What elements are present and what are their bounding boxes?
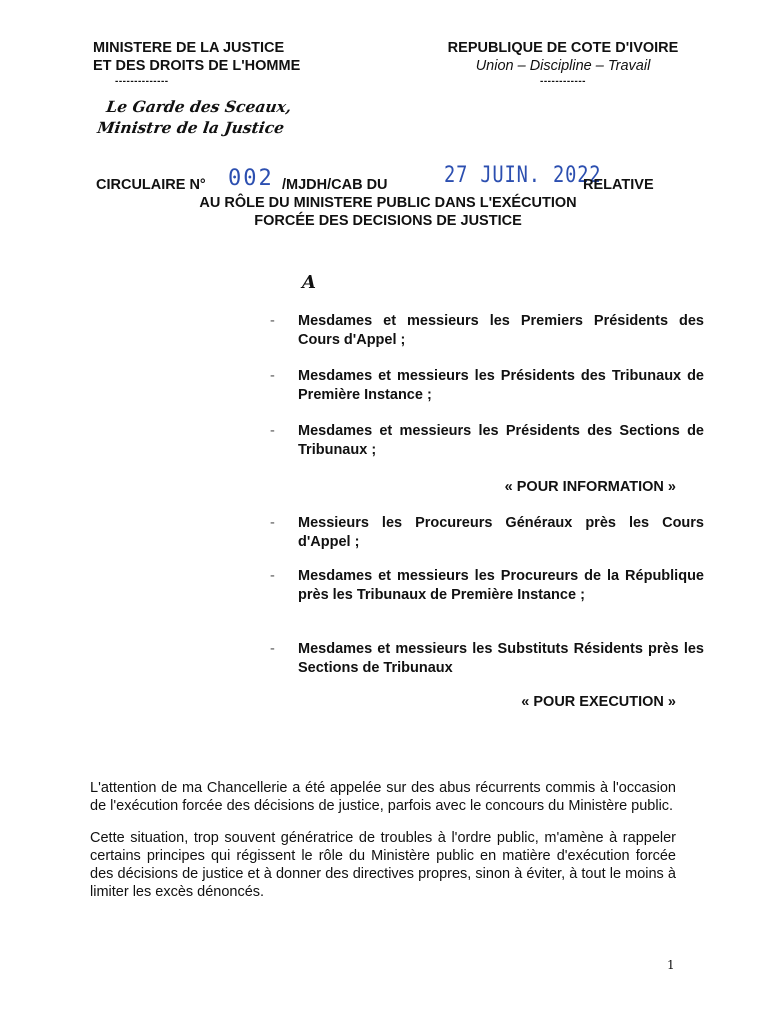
circular-subject-line1: AU RÔLE DU MINISTERE PUBLIC DANS L'EXÉCUTION — [199, 195, 577, 211]
recipient-text: Mesdames et messieurs les Procureurs de la République près les Tribunaux de Première Instance ; — [298, 568, 704, 603]
for-execution-label: « POUR EXECUTION » — [521, 694, 676, 710]
addressee-marker: A — [302, 272, 316, 293]
recipient-text: Mesdames et messieurs les Premiers Présidents des Cours d'Appel ; — [298, 313, 704, 348]
circular-date-stamp: 27 JUIN. 2022 — [444, 163, 602, 188]
list-item — [270, 567, 704, 605]
list-bullet: - — [270, 641, 275, 657]
republic-header — [418, 39, 708, 89]
list-item — [270, 514, 704, 552]
circular-number-stamp: 002 — [228, 166, 274, 191]
list-item — [270, 367, 704, 405]
circular-title — [96, 163, 676, 230]
recipient-text: Messieurs les Procureurs Généraux près les Cours d'Appel ; — [298, 515, 704, 550]
page-number: 1 — [667, 958, 675, 972]
recipient-text: Mesdames et messieurs les Présidents des Sections de Tribunaux ; — [298, 423, 704, 458]
list-bullet: - — [270, 368, 275, 384]
for-information-label: « POUR INFORMATION » — [504, 479, 676, 495]
ministry-separator: -------------- — [115, 76, 169, 87]
body-text — [90, 779, 676, 901]
list-bullet: - — [270, 313, 275, 329]
body-paragraph-2: Cette situation, trop souvent génératrice de troubles à l'ordre public, m'amène à rappeler certains principes qui régissent le rôle du Ministère public en matière d'exécution forcée des décisions de justice et à donner des directives propres, sinon à éviter, à tout le moins à limiter les excès dénoncés. — [90, 830, 676, 900]
list-bullet: - — [270, 423, 275, 439]
recipient-text: Mesdames et messieurs les Substituts Résidents près les Sections de Tribunaux — [298, 641, 704, 676]
signatory-title — [96, 96, 318, 138]
list-item — [270, 640, 704, 678]
list-item — [270, 312, 704, 350]
circular-relative: RELATIVE — [583, 177, 654, 193]
signatory-line1: Le Garde des Sceaux, — [105, 97, 293, 116]
circular-subject-line2: FORCÉE DES DECISIONS DE JUSTICE — [254, 213, 522, 229]
republic-motto: Union – Discipline – Travail — [475, 58, 651, 74]
circular-prefix: CIRCULAIRE N° — [96, 177, 206, 193]
republic-name: REPUBLIQUE DE COTE D'IVOIRE — [447, 40, 679, 56]
body-paragraph-1: L'attention de ma Chancellerie a été appelée sur des abus récurrents commis à l'occasion de l'exécution forcée des décisions de justice, parfois avec le concours du Ministère public. — [90, 780, 676, 814]
signatory-line2: Ministre de la Justice — [96, 118, 286, 137]
list-item — [270, 422, 704, 460]
ministry-subname: ET DES DROITS DE L'HOMME — [93, 58, 301, 74]
ministry-name: MINISTERE DE LA JUSTICE — [93, 40, 285, 56]
recipient-text: Mesdames et messieurs les Présidents des Tribunaux de Première Instance ; — [298, 368, 704, 403]
republic-separator: ------------ — [540, 76, 586, 87]
ministry-header — [93, 39, 333, 89]
list-bullet: - — [270, 515, 275, 531]
list-bullet: - — [270, 568, 275, 584]
circular-reference: /MJDH/CAB DU — [282, 177, 388, 193]
